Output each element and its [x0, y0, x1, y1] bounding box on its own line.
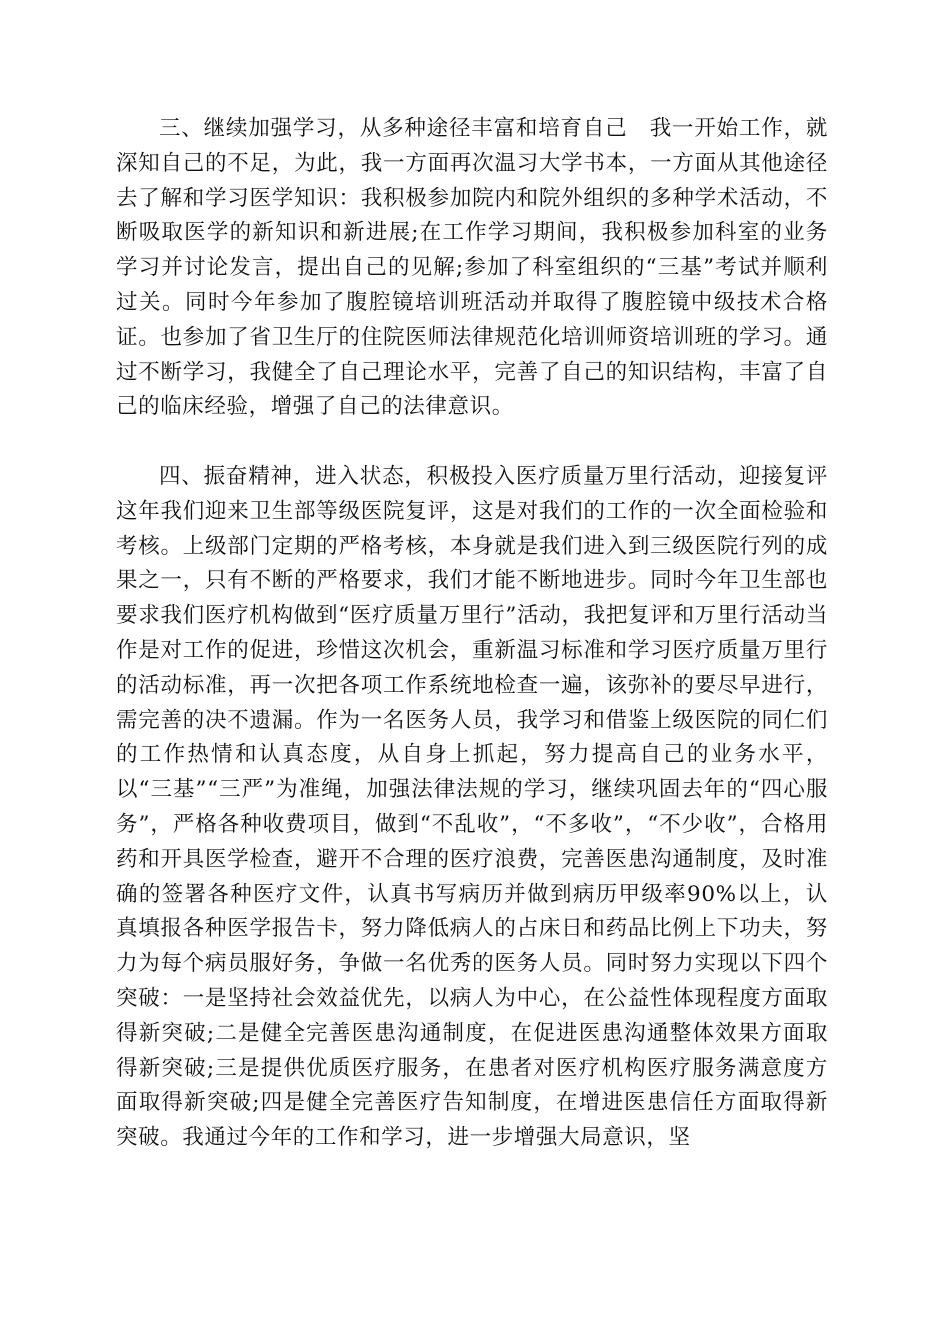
paragraph-continue-learning: 三、继续加强学习，从多种途径丰富和培育自己 我一开始工作，就深知自己的不足，为此，我一方面再次温习大学书本，一方面从其他途径去了解和学习医学知识：我积极参加院内和院外组织的多种学术活动，不断吸取医学的新知识和新进展;在工作学习期间，我积极参加科室的业务学习并讨论发言，提出自己的见解;参加了科室组织的“三基”考试并顺利过关。同时今年参加了腹腔镜培训班活动并取得了腹腔镜中级技术合格证。也参加了省卫生厅的住院医师法律规范化培训师资培训班的学习。通过不断学习，我健全了自己理论水平，完善了自己的知识结构，丰富了自己的临床经验，增强了自己的法律意识。	[116, 116, 828, 420]
paragraph-quality-campaign: 四、振奋精神，进入状态，积极投入医疗质量万里行活动，迎接复评这年我们迎来卫生部等级医院复评，这是对我们的工作的一次全面检验和考核。上级部门定期的严格考核，本身就是我们进入到三级医院行列的成果之一，只有不断的严格要求，我们才能不断地进步。同时今年卫生部也要求我们医疗机构做到“医疗质量万里行”活动，我把复评和万里行活动当作是对工作的促进，珍惜这次机会，重新温习标准和学习医疗质量万里行的活动标准，再一次把各项工作系统地检查一遍，该弥补的要尽早进行，需完善的决不遗漏。作为一名医务人员，我学习和借鉴上级医院的同仁们的工作热情和认真态度，从自身上抓起，努力提高自己的业务水平，以“三基”“三严”为准绳，加强法律法规的学习，继续巩固去年的“四心服务”，严格各种收费项目，做到“不乱收”，“不多收”，“不少收”，合格用药和开具医学检查，避开不合理的医疗浪费，完善医患沟通制度，及时准确的签署各种医疗文件，认真书写病历并做到病历甲级率90%以上，认真填报各种医学报告卡，努力降低病人的占床日和药品比例上下功夫，努力为每个病员服好务，争做一名优秀的医务人员。同时努力实现以下四个突破：一是坚持社会效益优先，以病人为中心，在公益性体现程度方面取得新突破;二是健全完善医患沟通制度，在促进医患沟通整体效果方面取得新突破;三是提供优质医疗服务，在患者对医疗机构医疗服务满意度方面取得新突破;四是健全完善医疗告知制度，在增进医患信任方面取得新突破。我通过今年的工作和学习，进一步增强大局意识，坚	[116, 463, 828, 1151]
document-body	[116, 112, 828, 1156]
